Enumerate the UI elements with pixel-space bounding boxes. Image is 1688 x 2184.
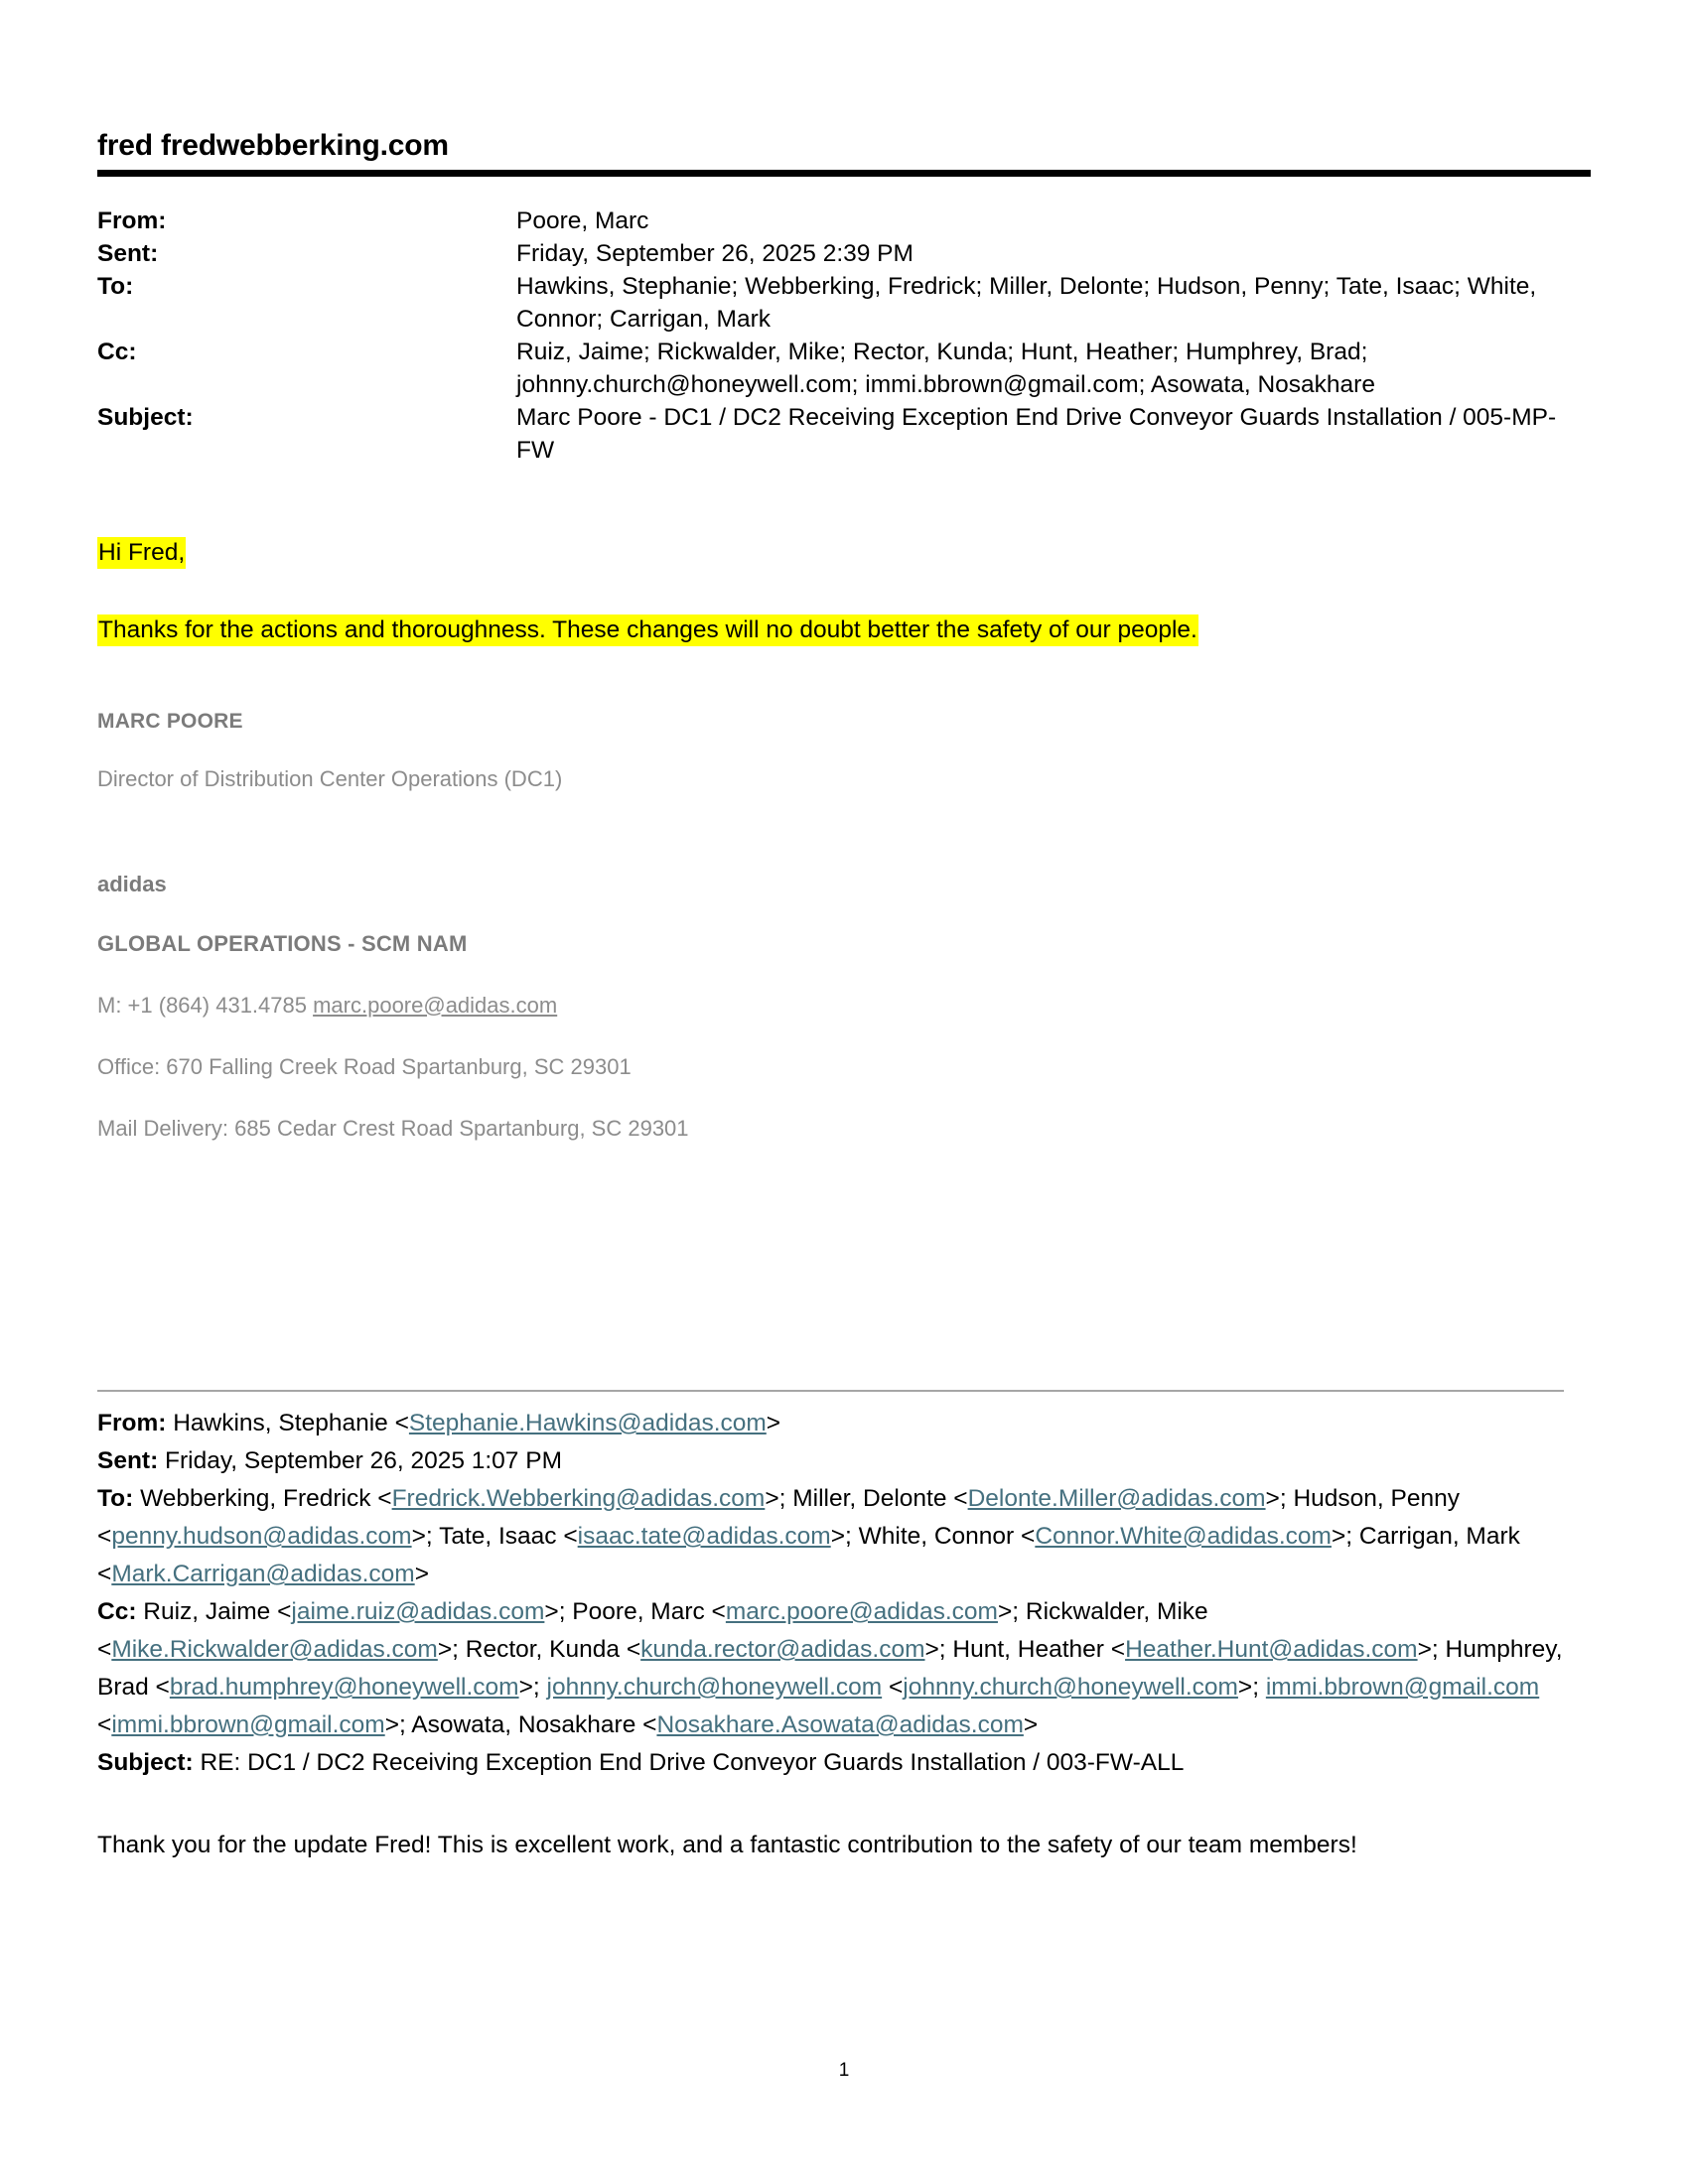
quoted-cc-email-8[interactable]: immi.bbrown@gmail.com — [1265, 1674, 1540, 1701]
quoted-cc-email-6[interactable]: johnny.church@honeywell.com — [546, 1674, 883, 1701]
quoted-to-text-0: Webberking, Fredrick < — [133, 1485, 392, 1512]
signature-office: Office: 670 Falling Creek Road Spartanburg, SC 29301 — [97, 1053, 632, 1079]
field-row-to — [97, 270, 1591, 336]
quoted-cc-email-2[interactable]: Mike.Rickwalder@adidas.com — [111, 1636, 438, 1663]
quoted-to-email-3[interactable]: isaac.tate@adidas.com — [577, 1523, 831, 1550]
email-body — [97, 536, 1591, 647]
quoted-cc-text-0: Ruiz, Jaime < — [136, 1598, 292, 1625]
subject-label: Subject: — [97, 403, 194, 431]
masthead — [97, 0, 1591, 177]
masthead-title: fred fredwebberking.com — [97, 129, 449, 162]
quoted-sent-line — [97, 1442, 1567, 1480]
from-value: Poore, Marc — [516, 206, 649, 234]
quoted-cc-text-2: >; Rickwalder, Mike < — [97, 1598, 1208, 1663]
quoted-cc-email-4[interactable]: Heather.Hunt@adidas.com — [1125, 1636, 1418, 1663]
sent-label: Sent: — [97, 239, 159, 267]
signature-mail-delivery: Mail Delivery: 685 Cedar Crest Road Spartanburg, SC 29301 — [97, 1115, 689, 1141]
quoted-cc-text-11: > — [1023, 1711, 1039, 1738]
body-paragraph-line — [97, 614, 1591, 647]
signature-block — [97, 707, 1591, 1144]
cc-label: Cc: — [97, 338, 137, 365]
quoted-to-text-1: >; Miller, Delonte < — [765, 1485, 968, 1512]
cc-value: Ruiz, Jaime; Rickwalder, Mike; Rector, Kunda; Hunt, Heather; Humphrey, Brad; johnny.church@honeywell.com; immi.bbrown@gmail.com; Asowata, Nosakhare — [516, 338, 1375, 398]
signature-mobile-line — [97, 991, 1591, 1021]
signature-department: GLOBAL OPERATIONS - SCM NAM — [97, 930, 468, 956]
quoted-subject-line — [97, 1744, 1567, 1782]
quoted-to-line — [97, 1480, 1567, 1593]
quoted-cc-text-9: < — [97, 1711, 112, 1738]
quoted-cc-email-10[interactable]: Nosakhare.Asowata@adidas.com — [656, 1711, 1024, 1738]
quoted-cc-line — [97, 1593, 1567, 1744]
quoted-from-label: From: — [97, 1410, 167, 1436]
quoted-divider — [97, 1390, 1564, 1392]
page-footer — [0, 2060, 1688, 2082]
quoted-to-email-5[interactable]: Mark.Carrigan@adidas.com — [111, 1561, 415, 1587]
quoted-cc-email-9[interactable]: immi.bbrown@gmail.com — [111, 1711, 385, 1738]
signature-name: MARC POORE — [97, 709, 243, 733]
sent-value: Friday, September 26, 2025 2:39 PM — [516, 239, 914, 267]
to-label: To: — [97, 272, 134, 300]
quoted-from-close: > — [766, 1410, 781, 1436]
quoted-subject-label: Subject: — [97, 1749, 194, 1776]
quoted-headers — [97, 1405, 1567, 1782]
field-row-sent — [97, 237, 1591, 270]
quoted-cc-email-7[interactable]: johnny.church@honeywell.com — [903, 1674, 1238, 1701]
quoted-message-text: Thank you for the update Fred! This is excellent work, and a fantastic contribution to the safety of our team members! — [97, 1832, 1357, 1858]
email-header-fields — [97, 205, 1591, 467]
masthead-divider — [97, 170, 1591, 177]
quoted-cc-text-3: >; Rector, Kunda < — [437, 1636, 641, 1663]
quoted-cc-text-4: >; Hunt, Heather < — [924, 1636, 1126, 1663]
quoted-to-text-6: > — [414, 1561, 429, 1587]
quoted-cc-text-5: >; Humphrey, Brad < — [97, 1636, 1563, 1701]
quoted-sent-value: Friday, September 26, 2025 1:07 PM — [158, 1447, 562, 1474]
body-greeting: Hi Fred, — [97, 537, 186, 569]
field-row-subject — [97, 401, 1591, 467]
quoted-to-email-2[interactable]: penny.hudson@adidas.com — [111, 1523, 412, 1550]
body-paragraph: Thanks for the actions and thoroughness. These changes will no doubt better the safety of our people. — [97, 614, 1198, 646]
page-number: 1 — [838, 2060, 850, 2081]
quoted-to-email-1[interactable]: Delonte.Miller@adidas.com — [967, 1485, 1266, 1512]
quoted-subject-value: RE: DC1 / DC2 Receiving Exception End Drive Conveyor Guards Installation / 003-FW-ALL — [193, 1749, 1185, 1776]
to-value: Hawkins, Stephanie; Webberking, Fredrick; Miller, Delonte; Hudson, Penny; Tate, Isaac; White, Connor; Carrigan, Mark — [516, 272, 1537, 333]
field-row-from — [97, 205, 1591, 237]
quoted-to-email-4[interactable]: Connor.White@adidas.com — [1035, 1523, 1332, 1550]
quoted-to-text-2: >; Hudson, Penny < — [97, 1485, 1460, 1550]
field-row-cc — [97, 336, 1591, 401]
signature-title: Director of Distribution Center Operations (DC1) — [97, 765, 563, 791]
quoted-to-email-0[interactable]: Fredrick.Webberking@adidas.com — [391, 1485, 766, 1512]
quoted-cc-text-7: < — [882, 1674, 904, 1701]
quoted-from-email[interactable]: Stephanie.Hawkins@adidas.com — [408, 1410, 767, 1436]
from-label: From: — [97, 206, 167, 234]
signature-email-link[interactable]: marc.poore@adidas.com — [313, 992, 558, 1018]
quoted-cc-label: Cc: — [97, 1598, 137, 1625]
quoted-sent-label: Sent: — [97, 1447, 159, 1474]
quoted-cc-email-5[interactable]: brad.humphrey@honeywell.com — [169, 1674, 519, 1701]
quoted-cc-text-6: >; — [518, 1674, 547, 1701]
quoted-cc-text-1: >; Poore, Marc < — [544, 1598, 726, 1625]
quoted-cc-text-8: >; — [1237, 1674, 1266, 1701]
body-greeting-line — [97, 536, 1591, 570]
quoted-cc-email-1[interactable]: marc.poore@adidas.com — [725, 1598, 998, 1625]
quoted-from-name: Hawkins, Stephanie < — [166, 1410, 409, 1436]
quoted-cc-email-3[interactable]: kunda.rector@adidas.com — [640, 1636, 925, 1663]
quoted-to-label: To: — [97, 1485, 134, 1512]
quoted-from-line — [97, 1405, 1567, 1442]
subject-value: Marc Poore - DC1 / DC2 Receiving Exception End Drive Conveyor Guards Installation / 005-MP-FW — [516, 403, 1557, 464]
signature-mobile: M: +1 (864) 431.4785 — [97, 992, 314, 1018]
quoted-to-text-4: >; White, Connor < — [830, 1523, 1036, 1550]
quoted-cc-text-10: >; Asowata, Nosakhare < — [384, 1711, 657, 1738]
quoted-to-text-5: >; Carrigan, Mark < — [97, 1523, 1520, 1587]
quoted-message — [97, 1390, 1591, 1865]
quoted-to-text-3: >; Tate, Isaac < — [411, 1523, 578, 1550]
quoted-cc-email-0[interactable]: jaime.ruiz@adidas.com — [291, 1598, 545, 1625]
signature-brand: adidas — [97, 871, 167, 896]
